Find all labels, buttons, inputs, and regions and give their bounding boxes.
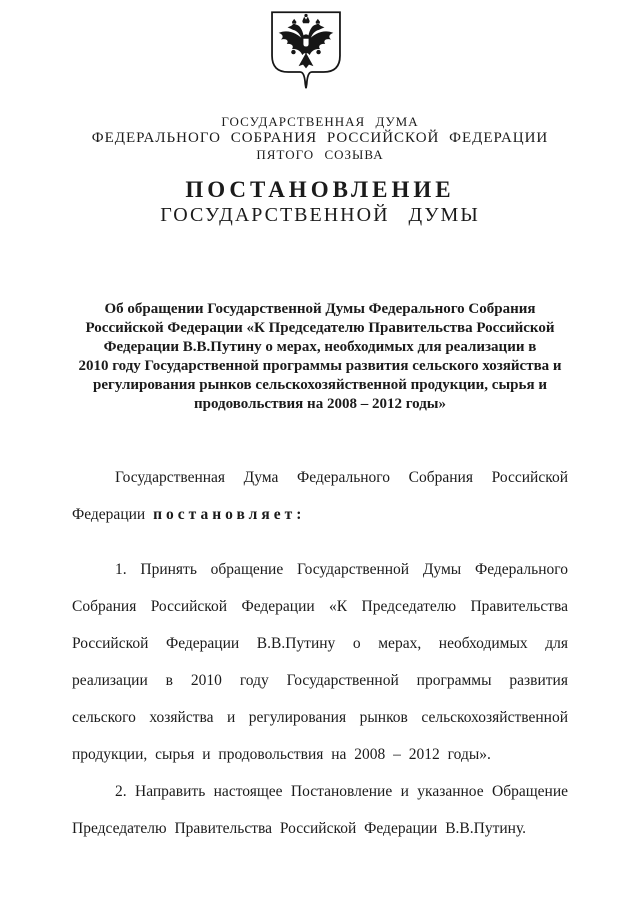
resolution-item-1: 1. Принять обращение Государственной Думы Федерального Собрания Российской Федерации «К Председателю Правительства Российской Федерации В.В.Путину о мерах, необходимых для реализации в 2010 году Государственной программы развития сельского хозяйства и регулирования рынков сельскохозяйственной продукции, сырья и продовольствия на 2008 – 2012 годы». [72,561,568,763]
subject-line: Об обращении Государственной Думы Федерального Собрания [104,301,536,317]
resolution-item-2: 2. Направить настоящее Постановление и указанное Обращение Председателю Правительства Российской Федерации В.В.Путину. [72,783,568,837]
authority-parent: ФЕДЕРАЛЬНОГО СОБРАНИЯ РОССИЙСКОЙ ФЕДЕРАЦИИ [91,130,549,146]
document-issuer: ГОСУДАРСТВЕННОЙ ДУМЫ [160,204,480,226]
resolves-word: постановляет: [153,506,306,523]
convocation: ПЯТОГО СОЗЫВА [256,147,384,162]
subject-line: регулирования рынков сельскохозяйственной продукции, сырья и [93,377,547,393]
subject-line: продовольствия на 2008 – 2012 годы» [194,396,446,412]
intro-text: Государственная Дума Федерального Собрания Российской Федерации [72,469,568,523]
authority-name: ГОСУДАРСТВЕННАЯ ДУМА [221,114,419,129]
document-title [0,176,640,228]
resolution-intro [72,459,568,533]
russian-coat-of-arms-icon [269,10,343,106]
resolution-body [72,459,568,847]
subject-heading [56,300,584,414]
subject-line: Российской Федерации «К Председателю Правительства Российской [85,320,555,336]
subject-line: Федерации В.В.Путину о мерах, необходимых для реализации в [103,339,537,355]
issuing-authority-header [0,114,640,163]
subject-line: 2010 году Государственной программы развития сельского хозяйства и [78,358,562,374]
document-type: ПОСТАНОВЛЕНИЕ [185,177,455,202]
